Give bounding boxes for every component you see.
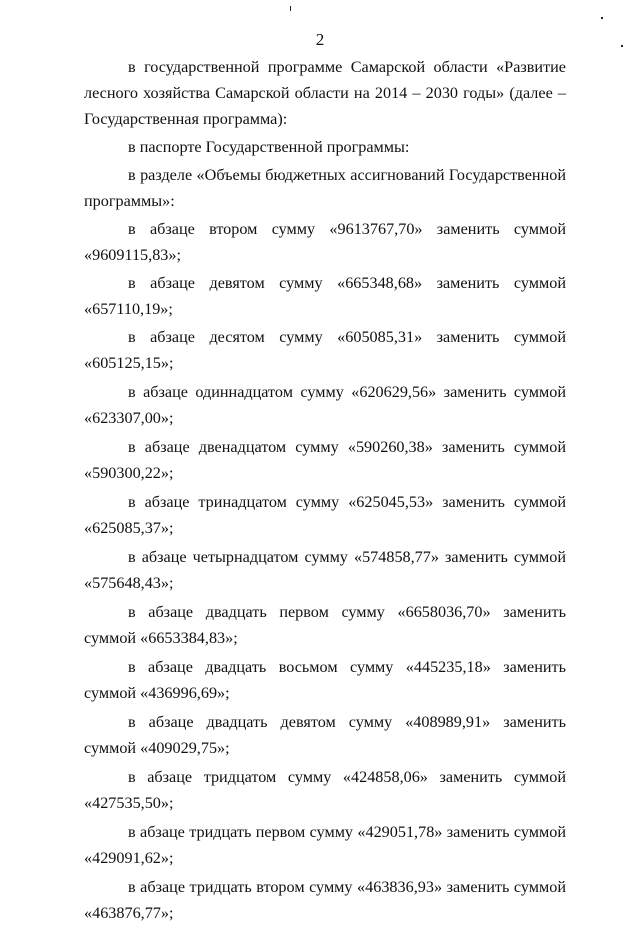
paragraph-amendment: в абзаце десятом сумму «605085,31» заменить суммой «605125,15»; [84, 328, 566, 372]
paragraph-amendment: в абзаце тринадцатом сумму «625045,53» заменить суммой «625085,37»; [84, 493, 566, 537]
paragraph-amendment: в абзаце девятом сумму «665348,68» заменить суммой «657110,19»; [84, 274, 566, 318]
document-body [84, 54, 566, 926]
paragraph-amendment: в абзаце одиннадцатом сумму «620629,56» заменить суммой «623307,00»; [84, 383, 566, 427]
paragraph-amendment: в абзаце тридцать первом сумму «429051,78» заменить суммой «429091,62»; [84, 823, 566, 867]
paragraph-amendment: в абзаце двадцать девятом сумму «408989,91» заменить суммой «409029,75»; [84, 713, 566, 757]
paragraph-section: в разделе «Объемы бюджетных ассигнований Государственной программы»: [84, 166, 566, 210]
page-number: 2 [315, 30, 325, 49]
paragraph-passport: в паспорте Государственной программы: [128, 138, 410, 156]
paragraph-amendment: в абзаце тридцатом сумму «424858,06» заменить суммой «427535,50»; [84, 768, 566, 812]
paragraph-amendment: в абзаце двенадцатом сумму «590260,38» заменить суммой «590300,22»; [84, 438, 566, 482]
paragraph-intro: в государственной программе Самарской области «Развитие лесного хозяйства Самарской области на 2014 – 2030 годы» (далее – Государственная программа): [84, 58, 566, 128]
paragraph-amendment: в абзаце втором сумму «9613767,70» заменить суммой «9609115,83»; [84, 220, 566, 264]
paragraph-amendment: в абзаце тридцать втором сумму «463836,93» заменить суммой «463876,77»; [84, 878, 566, 922]
scan-speck [290, 6, 291, 11]
scan-speck [601, 17, 603, 19]
paragraph-amendment: в абзаце двадцать первом сумму «6658036,70» заменить суммой «6653384,83»; [84, 603, 566, 647]
paragraph-amendment: в абзаце двадцать восьмом сумму «445235,18» заменить суммой «436996,69»; [84, 658, 566, 702]
paragraph-amendment: в абзаце четырнадцатом сумму «574858,77» заменить суммой «575648,43»; [84, 548, 566, 592]
